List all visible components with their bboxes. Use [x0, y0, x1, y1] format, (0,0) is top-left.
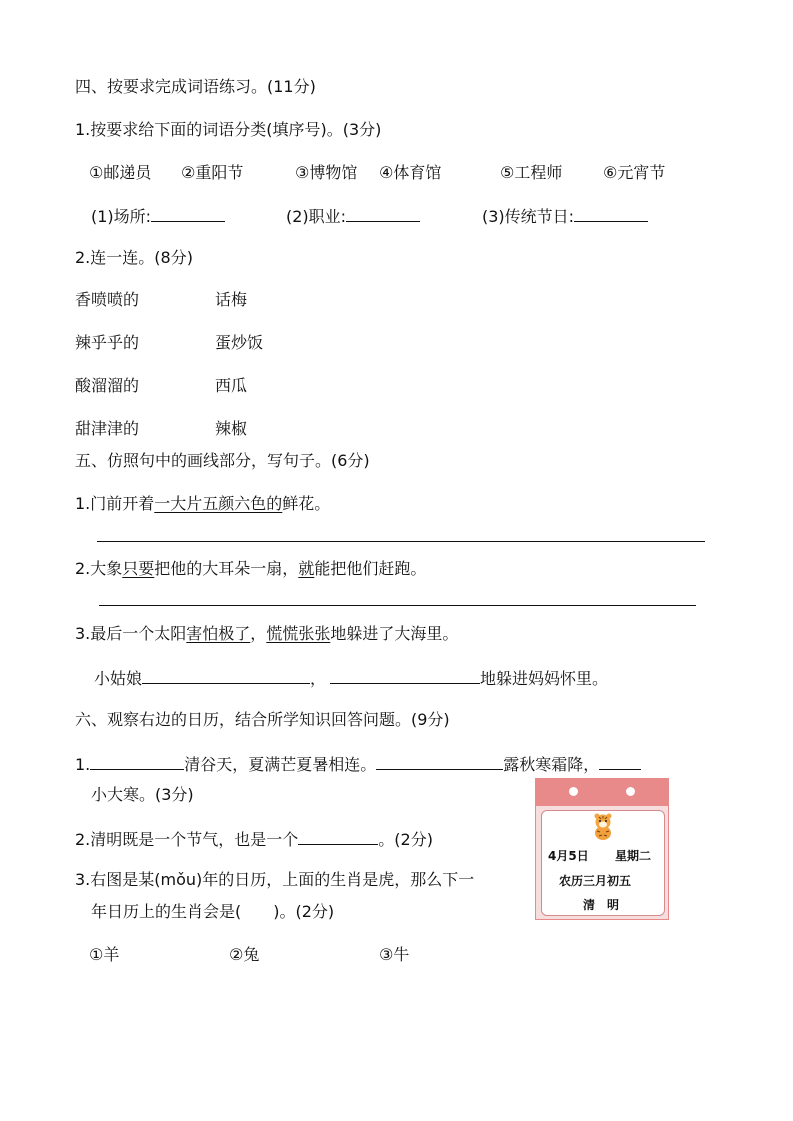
underlined-phrase: 就 — [298, 559, 315, 578]
underlined-phrase: 只要 — [122, 559, 155, 578]
calendar-date: 4月5日 — [548, 849, 589, 863]
fill-text: ， — [310, 669, 327, 688]
question-6-3-cont: 年日历上的生肖会是( )。(2分) — [91, 902, 335, 921]
section4-title: 四、按要求完成词语练习。(11分) — [75, 77, 316, 96]
song-text: 清谷天，夏满芒夏暑相连。 — [184, 755, 377, 774]
answer-blank[interactable] — [574, 205, 648, 222]
question-text: 2.清明既是一个节气，也是一个 — [75, 830, 299, 849]
option-1: ①邮递员 — [89, 163, 152, 182]
sentence-5-2 — [75, 559, 426, 579]
sentence-text: 2.大象 — [75, 559, 123, 578]
section5-title: 五、仿照句中的画线部分，写句子。(6分) — [75, 451, 370, 470]
solar-terms-song-end: 小大寒。(3分) — [91, 785, 194, 804]
calendar-header — [535, 778, 669, 806]
option-5: ⑤工程师 — [500, 163, 563, 182]
category-places — [91, 205, 225, 227]
underlined-phrase: 慌慌张张 — [266, 624, 331, 643]
fill-sentence-5-3 — [94, 667, 608, 689]
option-4: ④体育馆 — [379, 163, 442, 182]
question-number: 1. — [75, 755, 91, 774]
zodiac-option-3: ③牛 — [379, 945, 410, 964]
sentence-5-3 — [75, 624, 458, 644]
match-left-3: 酸溜溜的 — [75, 376, 140, 395]
answer-blank[interactable] — [151, 205, 225, 222]
song-text: 露秋寒霜降， — [503, 755, 600, 774]
sentence-text: 把他的大耳朵一扇， — [154, 559, 299, 578]
answer-blank[interactable] — [298, 828, 378, 845]
match-left-1: 香喷喷的 — [75, 290, 140, 309]
calendar-ring-icon — [569, 787, 578, 796]
question-6-3: 3.右图是某(mǒu)年的日历，上面的生肖是虎，那么下一 — [75, 870, 475, 889]
calendar-ring-icon — [626, 787, 635, 796]
category-festivals-label: (3)传统节日: — [482, 207, 575, 226]
answer-line[interactable] — [97, 541, 705, 542]
category-jobs-label: (2)职业: — [286, 207, 347, 226]
match-right-4: 辣椒 — [215, 419, 248, 438]
sentence-text: 3.最后一个太阳 — [75, 624, 187, 643]
answer-blank[interactable] — [346, 205, 420, 222]
answer-blank[interactable] — [376, 753, 503, 770]
match-left-4: 甜津津的 — [75, 419, 140, 438]
question-4-1: 1.按要求给下面的词语分类(填序号)。(3分) — [75, 120, 382, 139]
sentence-text: 能把他们赶跑。 — [314, 559, 427, 578]
tiger-icon — [590, 813, 616, 841]
underlined-phrase: 害怕极了 — [186, 624, 251, 643]
sentence-text: 鲜花。 — [282, 494, 331, 513]
answer-blank[interactable] — [142, 667, 310, 684]
answer-blank[interactable] — [90, 753, 184, 770]
calendar-illustration — [535, 778, 669, 921]
calendar-body — [535, 806, 669, 920]
question-6-2 — [75, 828, 433, 850]
option-3: ③博物馆 — [295, 163, 358, 182]
zodiac-option-1: ①羊 — [89, 945, 120, 964]
calendar-page — [541, 810, 665, 916]
sentence-text: 1.门前开着 — [75, 494, 155, 513]
section6-title: 六、观察右边的日历，结合所学知识回答问题。(9分) — [75, 710, 450, 729]
underlined-phrase: 一大片五颜六色的 — [154, 494, 283, 513]
sentence-5-1 — [75, 494, 330, 514]
match-left-2: 辣乎乎的 — [75, 333, 140, 352]
calendar-weekday: 星期二 — [615, 849, 652, 863]
question-text: 。(2分) — [378, 830, 433, 849]
match-right-2: 蛋炒饭 — [215, 333, 264, 352]
category-festivals — [482, 205, 648, 227]
match-right-3: 西瓜 — [215, 376, 248, 395]
calendar-solar-term: 清 明 — [583, 898, 620, 912]
match-right-1: 话梅 — [215, 290, 248, 309]
solar-terms-song — [75, 753, 641, 775]
answer-blank[interactable] — [599, 753, 641, 770]
sentence-text: 地躲进了大海里。 — [330, 624, 459, 643]
category-jobs — [286, 205, 420, 227]
answer-blank[interactable] — [330, 667, 480, 684]
fill-text: 地躲进妈妈怀里。 — [480, 669, 609, 688]
question-4-2: 2.连一连。(8分) — [75, 248, 193, 267]
zodiac-option-2: ②兔 — [229, 945, 260, 964]
fill-text: 小姑娘 — [94, 669, 143, 688]
option-2: ②重阳节 — [181, 163, 244, 182]
category-places-label: (1)场所: — [91, 207, 152, 226]
sentence-text: ， — [250, 624, 267, 643]
answer-line[interactable] — [99, 605, 696, 606]
option-6: ⑥元宵节 — [603, 163, 666, 182]
calendar-lunar-date: 农历三月初五 — [559, 874, 632, 888]
